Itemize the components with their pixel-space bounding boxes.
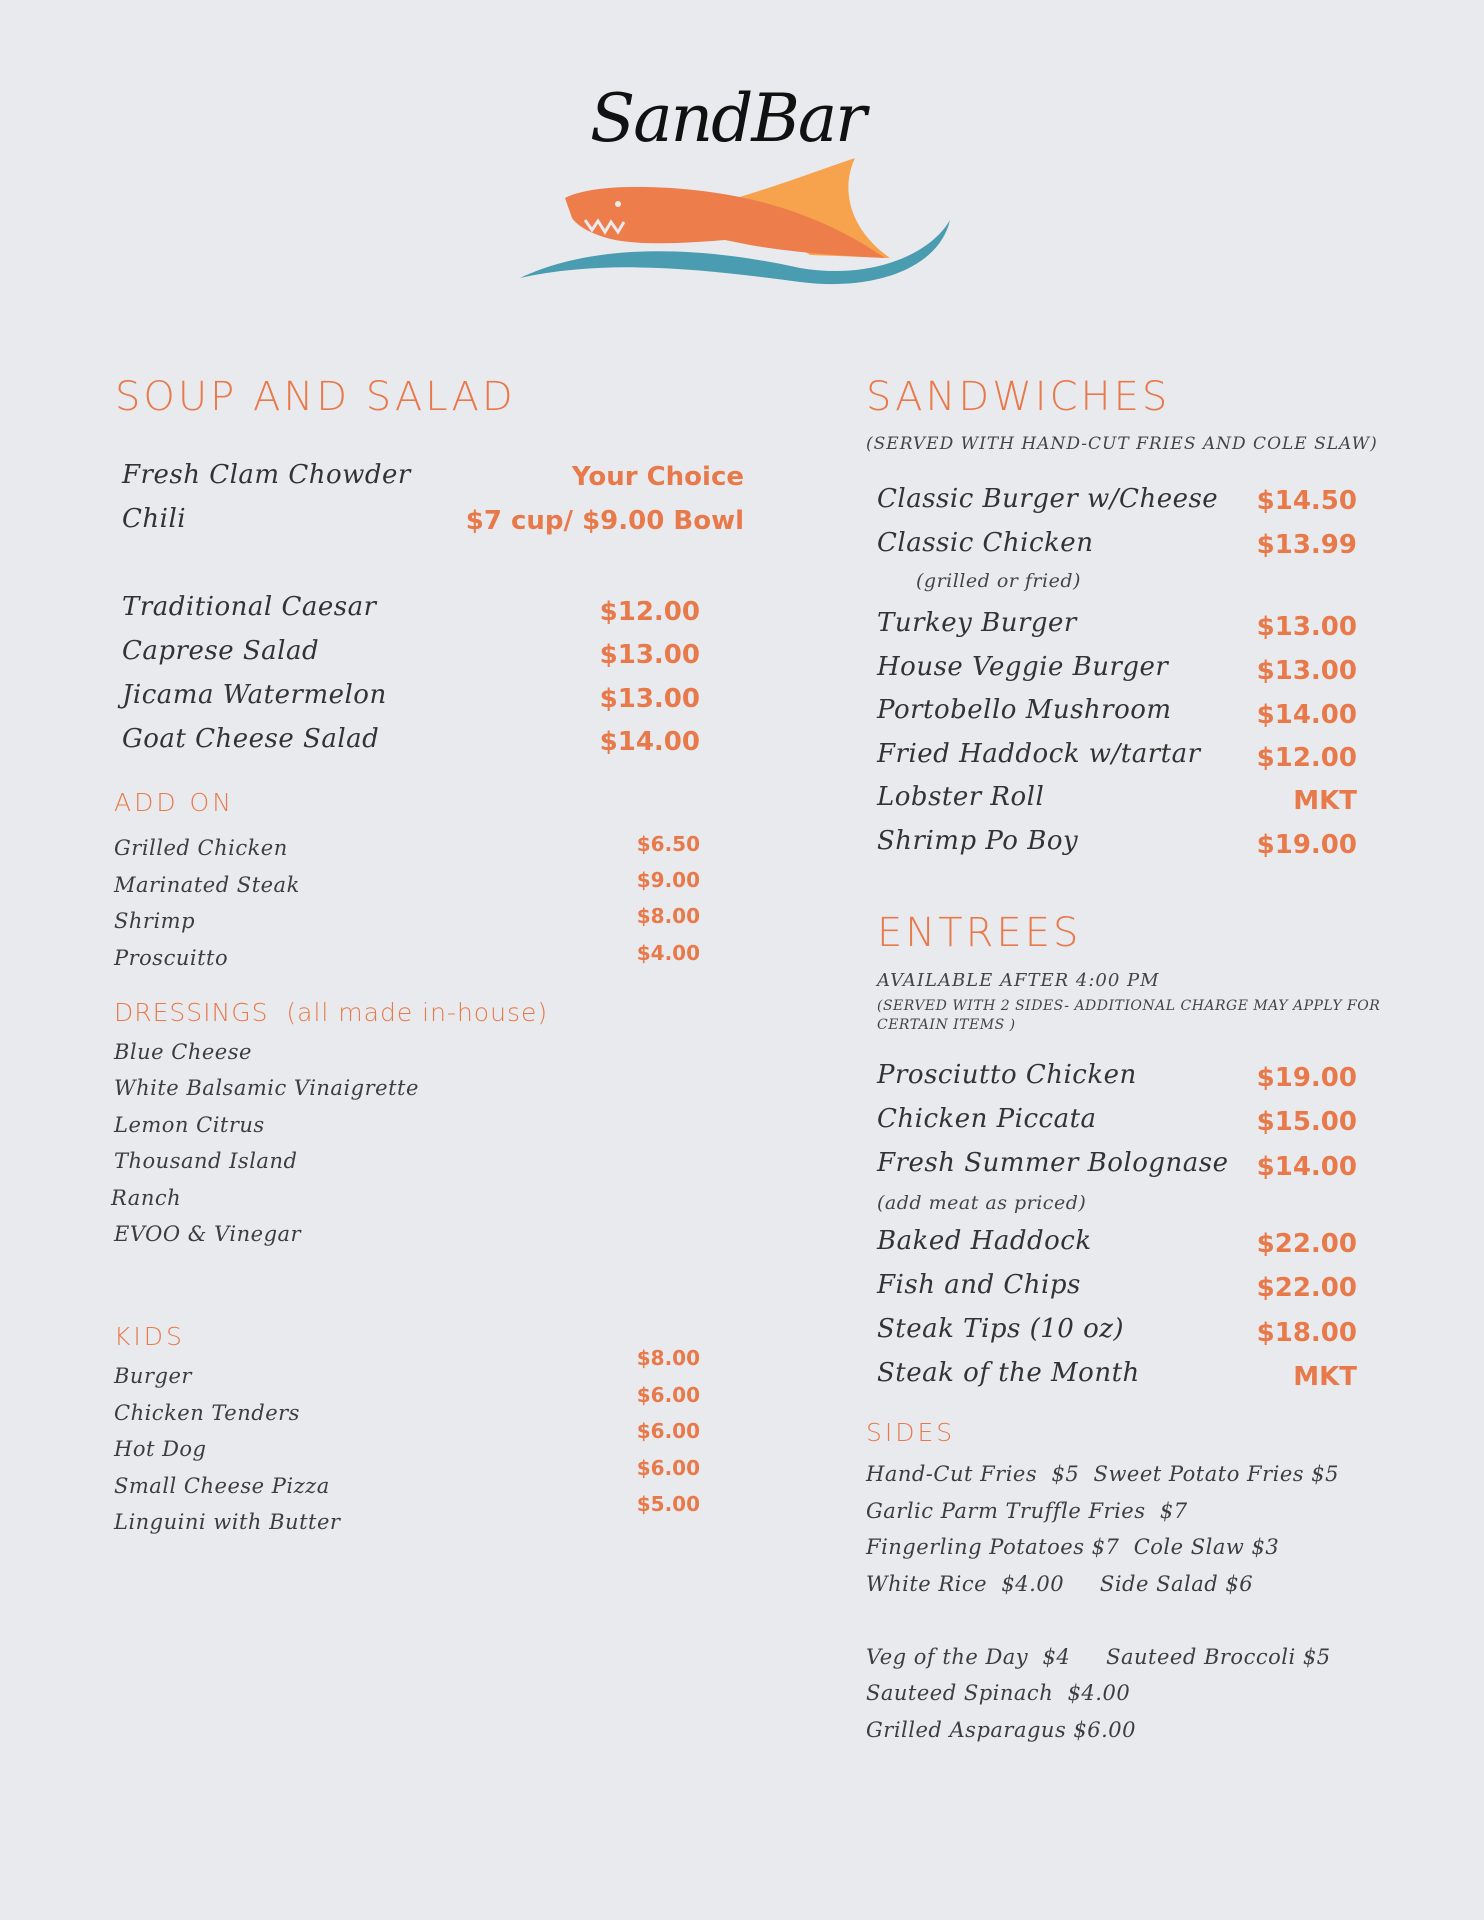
dressings-heading: DRESSINGS (all made in-house) bbox=[114, 998, 549, 1027]
soup-salad-heading: SOUP AND SALAD bbox=[115, 374, 516, 420]
add-on-heading: ADD ON bbox=[114, 788, 234, 817]
dressing-item: Lemon Citrus bbox=[114, 1113, 265, 1137]
add-on-price: $6.50 bbox=[636, 832, 700, 856]
sides-line: Hand-Cut Fries $5 Sweet Potato Fries $5 bbox=[866, 1462, 1339, 1486]
kids-price: $6.00 bbox=[636, 1456, 700, 1480]
add-on-price: $8.00 bbox=[636, 904, 700, 928]
sandwich-name: Turkey Burger bbox=[877, 608, 1077, 638]
sandwich-price: $13.00 bbox=[1256, 612, 1357, 642]
entree-name: Fresh Summer Bolognase bbox=[877, 1148, 1229, 1178]
kids-item: Linguini with Butter bbox=[114, 1510, 341, 1534]
kids-item: Hot Dog bbox=[114, 1437, 207, 1461]
kids-item: Chicken Tenders bbox=[114, 1401, 300, 1425]
sides-line: Sauteed Spinach $4.00 bbox=[866, 1681, 1131, 1705]
entree-price: $22.00 bbox=[1256, 1273, 1357, 1303]
sandwich-name: Lobster Roll bbox=[877, 782, 1045, 812]
add-on-name: Shrimp bbox=[114, 909, 196, 933]
menu-item-name: Chili bbox=[122, 504, 187, 534]
sandwich-price: $12.00 bbox=[1256, 743, 1357, 773]
kids-price: $6.00 bbox=[636, 1383, 700, 1407]
menu-item-price: Your Choice bbox=[571, 462, 744, 492]
add-on-name: Proscuitto bbox=[114, 946, 229, 970]
add-on-name: Marinated Steak bbox=[114, 873, 300, 897]
sandwich-name: House Veggie Burger bbox=[877, 652, 1169, 682]
sandwich-price: MKT bbox=[1293, 786, 1357, 816]
entree-price: $15.00 bbox=[1256, 1107, 1357, 1137]
menu-item-name: Caprese Salad bbox=[122, 636, 320, 666]
entrees-note: (SERVED WITH 2 SIDES- ADDITIONAL CHARGE MAY APPLY FOR bbox=[877, 998, 1381, 1014]
entree-price: $14.00 bbox=[1256, 1152, 1357, 1182]
sandwich-note: (grilled or fried) bbox=[916, 570, 1081, 592]
entree-note: (add meat as priced) bbox=[877, 1192, 1087, 1214]
sandwich-name: Classic Burger w/Cheese bbox=[877, 484, 1219, 514]
sandwich-price: $13.99 bbox=[1256, 530, 1357, 560]
sandwiches-heading: SANDWICHES bbox=[866, 374, 1171, 420]
sandwich-name: Portobello Mushroom bbox=[877, 695, 1172, 725]
dressing-item: Blue Cheese bbox=[114, 1040, 252, 1064]
sides-heading: SIDES bbox=[866, 1418, 956, 1447]
logo bbox=[510, 80, 960, 290]
entree-name: Chicken Piccata bbox=[877, 1104, 1097, 1134]
menu-item-name: Jicama Watermelon bbox=[122, 680, 387, 710]
kids-price: $6.00 bbox=[636, 1419, 700, 1443]
sandwich-name: Fried Haddock w/tartar bbox=[877, 739, 1201, 769]
entree-price: MKT bbox=[1293, 1362, 1357, 1392]
entrees-note: CERTAIN ITEMS ) bbox=[877, 1017, 1016, 1033]
add-on-price: $9.00 bbox=[636, 868, 700, 892]
dressing-item: Thousand Island bbox=[114, 1149, 298, 1173]
menu-item-name: Fresh Clam Chowder bbox=[122, 460, 411, 490]
sandwich-name: Classic Chicken bbox=[877, 528, 1094, 558]
menu-item-price: $14.00 bbox=[599, 727, 700, 757]
sandwich-price: $13.00 bbox=[1256, 656, 1357, 686]
sandwich-price: $14.00 bbox=[1256, 700, 1357, 730]
entrees-heading: ENTREES bbox=[877, 910, 1082, 956]
menu-item-name: Traditional Caesar bbox=[122, 592, 377, 622]
dressing-item: EVOO & Vinegar bbox=[114, 1222, 302, 1246]
sides-line: Garlic Parm Truffle Fries $7 bbox=[866, 1499, 1188, 1523]
kids-heading: KIDS bbox=[114, 1322, 185, 1351]
entree-name: Prosciutto Chicken bbox=[877, 1060, 1137, 1090]
kids-item: Small Cheese Pizza bbox=[114, 1474, 330, 1498]
sandwich-price: $14.50 bbox=[1256, 486, 1357, 516]
menu-item-price: $13.00 bbox=[599, 640, 700, 670]
entree-name: Baked Haddock bbox=[877, 1226, 1092, 1256]
entree-name: Steak Tips (10 oz) bbox=[877, 1314, 1125, 1344]
menu-item-price: $7 cup/ $9.00 Bowl bbox=[465, 506, 744, 536]
sandwiches-note: (SERVED WITH HAND-CUT FRIES AND COLE SLAW) bbox=[866, 434, 1378, 454]
add-on-price: $4.00 bbox=[636, 941, 700, 965]
sides-line: Grilled Asparagus $6.00 bbox=[866, 1718, 1137, 1742]
menu-item-price: $13.00 bbox=[599, 684, 700, 714]
entree-name: Steak of the Month bbox=[877, 1358, 1140, 1388]
entree-price: $22.00 bbox=[1256, 1229, 1357, 1259]
entree-price: $18.00 bbox=[1256, 1318, 1357, 1348]
dressing-item: Ranch bbox=[111, 1186, 182, 1210]
sides-line: White Rice $4.00 Side Salad $6 bbox=[866, 1572, 1254, 1596]
menu-item-price: $12.00 bbox=[599, 597, 700, 627]
sides-line: Veg of the Day $4 Sauteed Broccoli $5 bbox=[866, 1645, 1331, 1669]
menu-item-name: Goat Cheese Salad bbox=[122, 724, 380, 754]
sandwich-name: Shrimp Po Boy bbox=[877, 826, 1079, 856]
entrees-availability: AVAILABLE AFTER 4:00 PM bbox=[877, 970, 1160, 991]
sandwich-price: $19.00 bbox=[1256, 830, 1357, 860]
kids-item: Burger bbox=[114, 1364, 192, 1388]
add-on-name: Grilled Chicken bbox=[114, 836, 288, 860]
kids-price: $5.00 bbox=[636, 1492, 700, 1516]
sides-line: Fingerling Potatoes $7 Cole Slaw $3 bbox=[866, 1535, 1280, 1559]
kids-price: $8.00 bbox=[636, 1346, 700, 1370]
dressing-item: White Balsamic Vinaigrette bbox=[114, 1076, 419, 1100]
entree-name: Fish and Chips bbox=[877, 1270, 1081, 1300]
entree-price: $19.00 bbox=[1256, 1063, 1357, 1093]
logo-text: SandBar bbox=[590, 80, 865, 157]
